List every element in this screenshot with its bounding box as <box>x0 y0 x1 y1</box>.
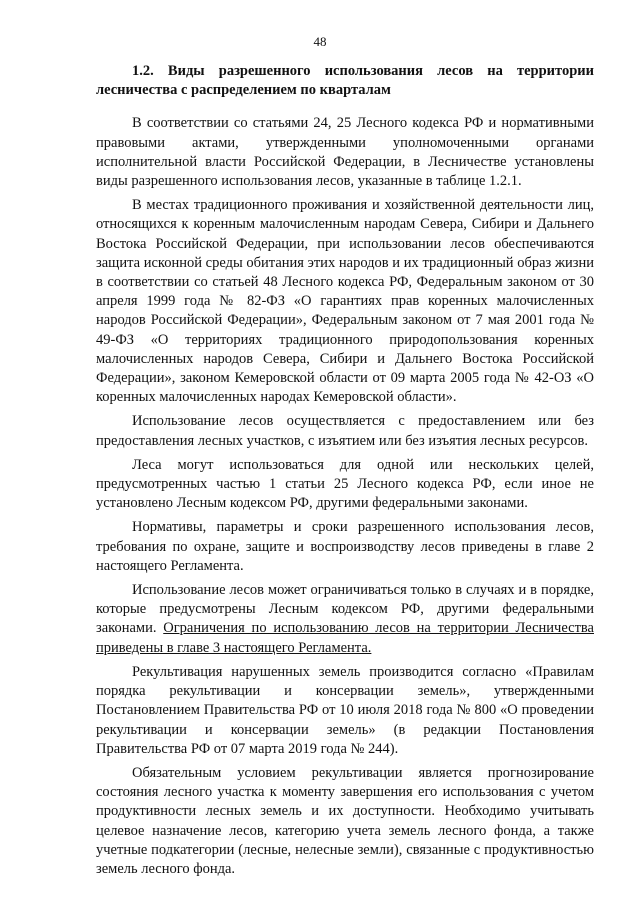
page-number: 48 <box>313 34 327 49</box>
paragraph-1: В соответствии со статьями 24, 25 Лесного кодекса РФ и нормативными правовыми актами, утвержденными уполномоченными органами исполнительной власти Российской Федерации, в Лесничестве установлены виды разрешенного использования лесов, указанные в таблице 1.2.1. <box>96 115 594 190</box>
section-heading: 1.2. Виды разрешенного использования лесов на территории лесничества с распределением по кварталам <box>96 63 594 99</box>
paragraph-5: Нормативы, параметры и сроки разрешенного использования лесов, требования по охране, защите и воспроизводству лесов приведены в главе 2 настоящего Регламента. <box>96 519 594 574</box>
paragraph-6 <box>96 581 594 658</box>
paragraph-8: Обязательным условием рекультивации является прогнозирование состояния лесного участка к моменту завершения его использования с учетом продуктивности лесных земель и их доступности. Необходимо учитывать целевое назначение лесов, категорию учета земель лесного фонда, а также учетные подкатегории (лесные, нелесные земли), связанные с продуктивностью земель лесного фонда. <box>96 764 594 877</box>
paragraph-7: Рекультивация нарушенных земель производится согласно «Правилам порядка рекультивации и консервации земель», утвержденными Постановлением Правительства РФ от 10 июля 2018 года № 800 «О проведении рекультивации и консервации земель» (в редакции Постановления Правительства РФ от 07 марта 2019 года № 244). <box>96 663 594 757</box>
page-content <box>96 62 594 884</box>
paragraph-3: Использование лесов осуществляется с предоставлением или без предоставления лесных участков, с изъятием или без изъятия лесных ресурсов. <box>96 413 594 449</box>
paragraph-4: Леса могут использоваться для одной или нескольких целей, предусмотренных частью 1 статьи 25 Лесного кодекса РФ, если иное не установлено Лесным кодексом РФ, другими федеральными законами. <box>96 456 594 512</box>
paragraph-2: В местах традиционного проживания и хозяйственной деятельности лиц, относящихся к коренным малочисленным народам Севера, Сибири и Дальнего Востока Российской Федерации, при использовании лесов обеспечиваются защита исконной среды обитания этих народов и их традиционный образ жизни в соответствии со статьей 48 Лесного кодекса РФ, Федеральным законом от 30 апреля 1999 года № 82-ФЗ «О гарантиях прав коренных малочисленных народов Российской Федерации», Федеральным законом от 7 мая 2001 года № 49-ФЗ «О территориях традиционного природопользования коренных малочисленных народов Севера, Сибири и Дальнего Востока Российской Федерации», законом Кемеровской области от 09 марта 2005 года № 42-ОЗ «О коренных малочисленных народах Кемеровской области». <box>96 197 594 406</box>
paragraph-6-text: Использование лесов может ограничиваться только в случаях и в порядке, которые предусмотрены Лесным кодексом РФ, другими федеральными законами. <box>96 582 594 637</box>
paragraph-6-underlined-text: Ограничения по использованию лесов на территории Лесничества приведены в главе 3 настоящего Регламента. <box>96 620 594 656</box>
